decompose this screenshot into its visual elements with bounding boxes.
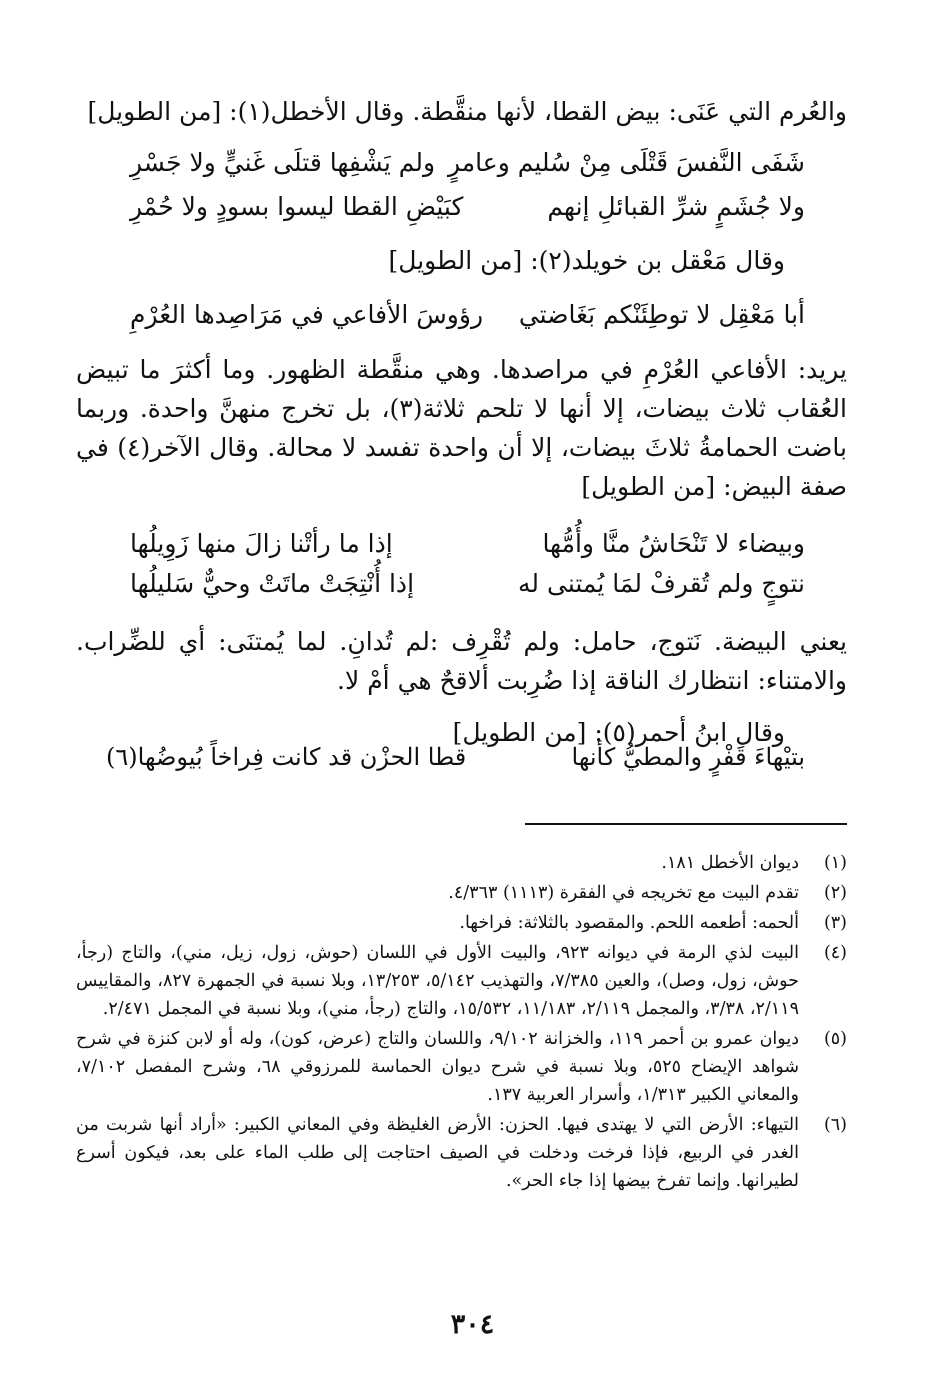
verse-3-second-hemistich: رؤوسَ الأفاعي في مَرَاصِدها العُرْمِ <box>130 300 484 329</box>
verse-1-second-hemistich: ولم يَشْفِها قتلَى غَنيٍّ ولا جَسْرِ <box>130 148 436 177</box>
verse-5-second-hemistich: إذا أُنْتِجَتْ ماتَتْ وحيٌّ سَليلُها <box>130 569 415 598</box>
footnote-number: (٦) <box>823 1115 847 1135</box>
verse-5-first-hemistich: نتوجٍ ولم تُقرفْ لمَا يُمتنى له <box>518 569 805 598</box>
text-line-3: وقال ابنُ أحمر(٥): [من الطويل] <box>452 718 785 747</box>
footnote-1 <box>76 849 847 877</box>
verse-1-first-hemistich: شَفَى النَّفسَ قَتْلَى مِنْ سُليم وعامرٍ <box>447 148 805 177</box>
footnote-text: ألحمه: أطعمه اللحم. والمقصود بالثلاثة: فراخها. <box>459 913 799 933</box>
footnote-number: (٥) <box>823 1029 847 1049</box>
paragraph-2: يعني البيضة. نَتوج، حامل: ولم تُقْرِف :لم تُدانِ. لما يُمتنَى: أي للضِّراب. والامتناء: انتظارك الناقة إذا ضُرِبت ألاقحٌ هي أمْ لا. <box>76 627 847 695</box>
footnote-text: تقدم البيت مع تخريجه في الفقرة (١١١٣) ٤/٣٦٣. <box>448 883 799 903</box>
footnote-text: ديوان عمرو بن أحمر ١١٩، والخزانة ٩/١٠٢، واللسان والتاج (عرض، كون)، وله أو لابن كنزة في شرح شواهد الإيضاح ٥٢٥، وبلا نسبة في شرح ديوان الحماسة للمرزوقي ٦٨، وشرح المفصل ٧/١٠٢، والمعاني الكبير ١/٣١٣، وأسرار العربية ١٣٧. <box>76 1029 800 1105</box>
verse-4-second-hemistich: إذا ما رأتْنا زالَ منها زَوِيلُها <box>130 529 393 558</box>
footnote-number: (٣) <box>823 913 847 933</box>
footnote-number: (٤) <box>823 943 847 963</box>
text-line-1: والعُرم التي عَنَى: بيض القطا، لأنها منقَّطة. وقال الأخطل(١): [من الطويل] <box>87 97 847 126</box>
footnotes <box>76 849 847 1195</box>
footnote-text: التيهاء: الأرض التي لا يهتدى فيها. الحزن: الأرض الغليظة وفي المعاني الكبير: «أراد أنها شربت من الغدر في الربيع، فإذا فرخت ودخلت في الصيف احتاجت إلى طلب الماء على بعد، فيكون أسرع لطيرانها. وإنما تفرخ بيضها إذا جاء الحر». <box>76 1115 799 1191</box>
footnote-6 <box>76 1111 847 1195</box>
verse-2-second-hemistich: كبَيْضِ القطا ليسوا بسودٍ ولا حُمْرِ <box>130 192 464 221</box>
footnote-3 <box>76 909 847 937</box>
text-line-2: وقال مَعْقل بن خويلد(٢): [من الطويل] <box>388 246 785 275</box>
footnote-number: (٢) <box>823 883 847 903</box>
footnote-4 <box>76 939 847 1023</box>
verse-6-first-hemistich: بتيْهاءَ قَفْرٍ والمطيُّ كأنها <box>571 743 805 771</box>
footnote-5 <box>76 1025 847 1109</box>
verse-2-first-hemistich: ولا جُشَمٍ شرِّ القبائلِ إنهم <box>547 192 805 221</box>
paragraph-1: يريد: الأفاعي العُرْمِ في مراصدها. وهي منقَّطة الظهور. وما أكثرَ ما تبيض العُقاب ثلاث بيضات، إلا أنها لا تلحم ثلاثة(٣)، بل تخرج منهنَّ واحدة. وربما باضت الحمامةُ ثلاثَ بيضات، إلا أن واحدة تفسد لا محالة. وقال الآخر(٤) في صفة البيض: [من الطويل] <box>76 355 847 501</box>
footnote-text: البيت لذي الرمة في ديوانه ٩٢٣، والبيت الأول في اللسان (حوش، زول، زيل، مني)، والتاج (رجأ، حوش، زول، وصل)، والعين ٧/٣٨٥، والتهذيب ٥/١٤٢، ١٣/٢٥٣، وبلا نسبة في الجمهرة ٨٢٧، والمقاييس ٢/١١٩، ٣/٣٨، والمجمل ٢/١١٩، ١١/١٨٣، ١٥/٥٣٢، والتاج (رجأ، مني)، وبلا نسبة في المجمل ٢/٤٧١. <box>76 943 799 1019</box>
footnote-number: (١) <box>823 853 847 873</box>
page-number: ٣٠٤ <box>450 1309 495 1340</box>
verse-6-second-hemistich: قطا الحزْن قد كانت فِراخاً بُيوضُها(٦) <box>106 743 467 771</box>
footnote-text: ديوان الأخطل ١٨١. <box>661 853 799 873</box>
footnote-2 <box>76 879 847 907</box>
footnote-separator <box>525 823 847 825</box>
verse-4-first-hemistich: وبيضاء لا تَنْحَاشُ منَّا وأُمُّها <box>542 529 805 558</box>
verse-3-first-hemistich: أبا مَعْقِل لا توطِئَنْكم بَغَاضتي <box>518 300 805 329</box>
